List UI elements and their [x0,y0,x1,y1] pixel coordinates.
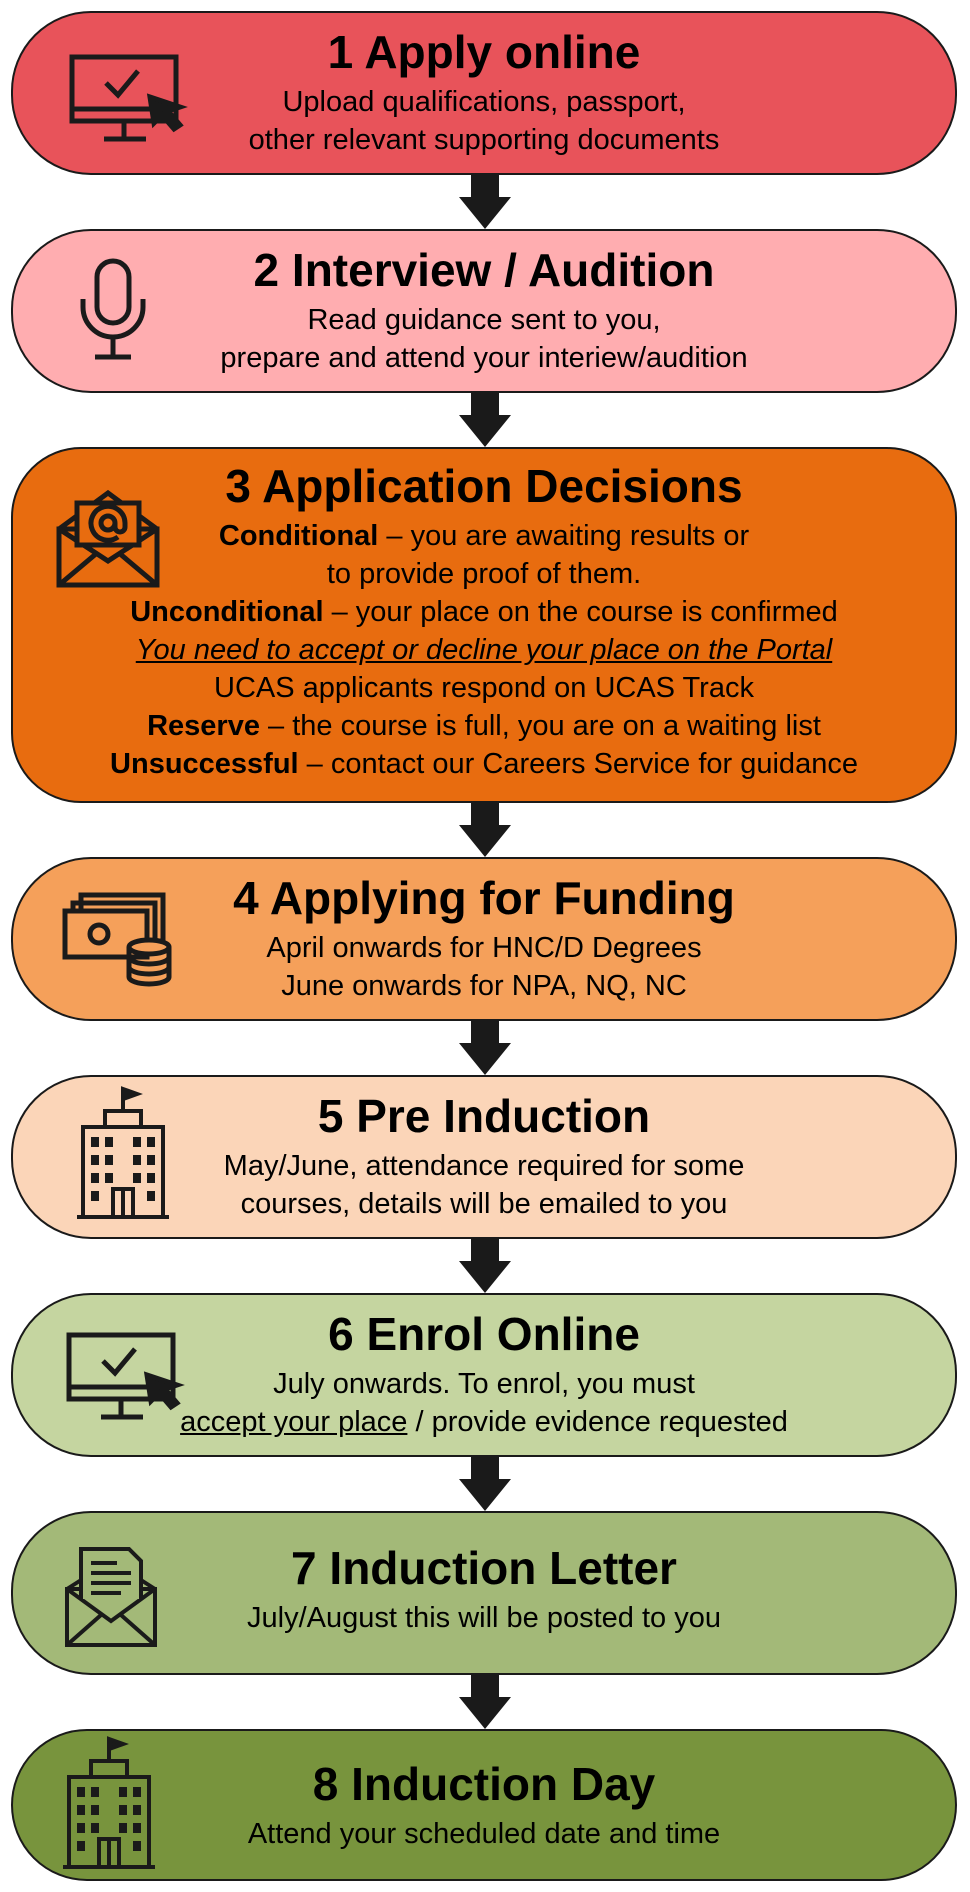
step-title: 1 Apply online [327,26,641,78]
flow-arrow [459,175,511,229]
step-text-line: May/June, attendance required for some [223,1150,745,1182]
step-text-line: prepare and attend your interiew/audition [220,342,748,374]
decision-label: Unconditional [130,596,324,628]
step-title: 6 Enrol Online [328,1308,640,1360]
step-text-line: July/August this will be posted to you [247,1602,721,1634]
step-title: 3 Application Decisions [225,460,743,512]
step-3 [11,447,957,803]
decision-text: – the course is full, you are on a waiting list [259,710,821,742]
decision-unconditional [13,593,955,631]
enrol-requirement [13,1403,955,1441]
step-6 [11,1293,957,1457]
flow-arrow [459,1457,511,1511]
flow-arrow [459,803,511,857]
decision-label: Conditional [218,520,379,552]
portal-accept-note [13,631,955,669]
step-text-line: Upload qualifications, passport, [282,86,686,118]
flow-arrow [459,1239,511,1293]
step-text-line: Read guidance sent to you, [307,304,661,336]
step-title: 2 Interview / Audition [253,244,715,296]
step-2 [11,229,957,393]
flow-arrow [459,1675,511,1729]
decision-text: – you are awaiting results or [378,520,750,552]
step-text-line: other relevant supporting documents [248,124,720,156]
flow-arrow [459,1021,511,1075]
step-4 [11,857,957,1021]
decision-text: – contact our Careers Service for guidance [298,748,858,780]
step-5 [11,1075,957,1239]
step-7 [11,1511,957,1675]
step-text-line: Attend your scheduled date and time [247,1818,721,1850]
step-title: 4 Applying for Funding [233,872,735,924]
decision-label: Reserve [147,710,260,742]
step-text-line: courses, details will be emailed to you [240,1188,728,1220]
step-text-line: UCAS applicants respond on UCAS Track [214,672,754,704]
portal-accept-text: You need to accept or decline your place on the Portal [135,634,833,666]
flow-arrow [459,393,511,447]
step-title: 8 Induction Day [312,1758,656,1810]
enrol-requirement-text: / provide evidence requested [407,1406,788,1438]
accept-place-link[interactable]: accept your place [180,1406,408,1438]
step-title: 7 Induction Letter [291,1542,677,1594]
step-text-line: April onwards for HNC/D Degrees [266,932,702,964]
decision-reserve [13,707,955,745]
step-title: 5 Pre Induction [317,1090,651,1142]
step-8 [11,1729,957,1881]
step-text-line: to provide proof of them. [326,558,642,590]
step-1 [11,11,957,175]
decision-conditional [13,517,955,555]
decision-label: Unsuccessful [110,748,299,780]
step-text-line: July onwards. To enrol, you must [273,1368,695,1400]
step-text-line: June onwards for NPA, NQ, NC [281,970,687,1002]
decision-unsuccessful [13,745,955,783]
decision-text: – your place on the course is confirmed [323,596,838,628]
